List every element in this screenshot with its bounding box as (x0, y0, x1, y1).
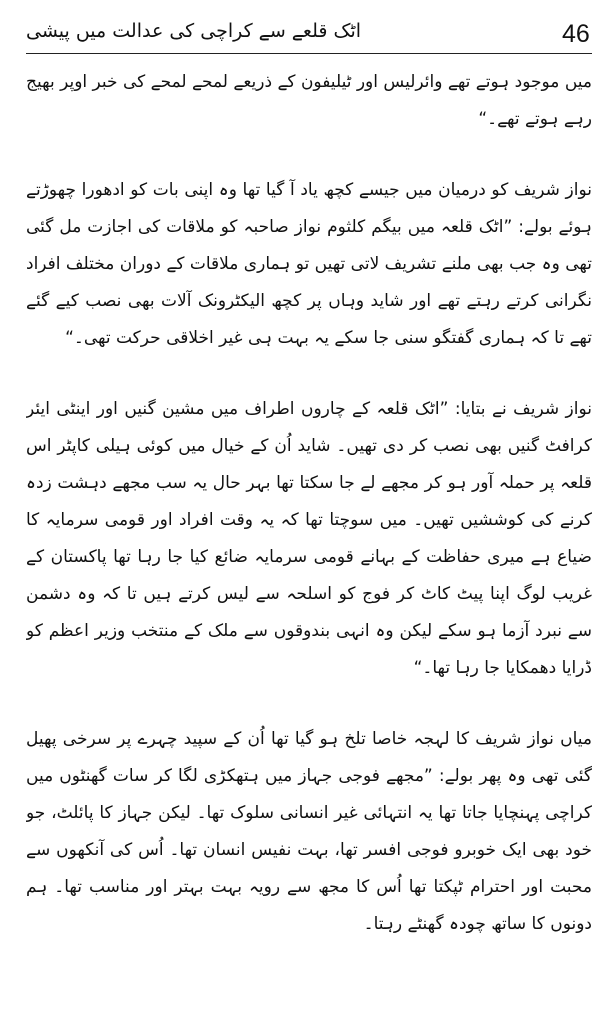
page-header (0, 0, 600, 58)
paragraph: نواز شریف کو درمیان میں جیسے کچھ یاد آ گیا تھا وہ اپنی بات کو ادھورا چھوڑتے ہوئے بولے: ”اٹک قلعہ میں بیگم کلثوم نواز صاحبہ کو ملاقات کی اجازت مل گئی تھی وہ جب بھی ملنے تشریف لاتی تھیں تو ہماری ملاقات کے دوران مختلف افراد نگرانی کرتے رہتے تھے اور شاید وہاں پر کچھ الیکٹرونک آلات بھی نصب کیے گئے تھے تا کہ ہماری گفتگو سنی جا سکے یہ بہت ہی غیر اخلاقی حرکت تھی۔“ (26, 180, 592, 348)
paragraph: نواز شریف نے بتایا: ”اٹک قلعہ کے چاروں اطراف میں مشین گنیں اور اینٹی ایئر کرافٹ گنیں بھی نصب کر دی تھیں۔ شاید اُن کے خیال میں کوئی ہیلی کاپٹر اس قلعہ پر حملہ آور ہو کر مجھے لے جا سکتا تھا بہر حال یہ سب مجھے دہشت زدہ کرنے کی کوششیں تھیں۔ میں سوچتا تھا کہ یہ وقت افراد اور قومی سرمایہ کا ضیاع ہے میری حفاظت کے بہانے قومی سرمایہ ضائع کیا جا رہا تھا پاکستان کے غریب لوگ اپنا پیٹ کاٹ کر فوج کو اسلحہ سے لیس کرتے ہیں تا کہ وہ دشمن سے نبرد آزما ہو سکے لیکن وہ انہی بندوقوں سے ملک کے منتخب وزیر اعظم کو ڈرایا دھمکایا جا رہا تھا۔“ (26, 399, 592, 678)
paragraph-gap (26, 138, 592, 172)
body-text (26, 64, 592, 1032)
paragraph: میں موجود ہوتے تھے وائرلیس اور ٹیلیفون کے ذریعے لمحے لمحے کی خبر اوپر بھیج رہے ہوتے تھے۔“ (26, 72, 592, 129)
header-rule (26, 53, 592, 54)
paragraph-gap (26, 357, 592, 391)
paragraph-gap (26, 687, 592, 721)
paragraph: میاں نواز شریف کا لہجہ خاصا تلخ ہو گیا تھا اُن کے سپید چہرے پر سرخی پھیل گئی تھی وہ پھر بولے: ”مجھے فوجی جہاز میں ہتھکڑی لگا کر سات گھنٹوں میں کراچی پہنچایا جاتا تھا یہ انتہائی غیر انسانی سلوک تھا۔ لیکن جہاز کا پائلٹ، جو خود بھی ایک خوبرو فوجی افسر تھا، بہت نفیس انسان تھا۔ اُس کی آنکھوں سے محبت اور احترام ٹپکتا تھا اُس کا مجھ سے رویہ بہت بہتر اور مناسب تھا۔ ہم دونوں کا ساتھ چودہ گھنٹے رہتا۔ (26, 729, 592, 934)
page-number: 46 (562, 20, 590, 48)
running-head: اٹک قلعے سے کراچی کی عدالت میں پیشی (26, 20, 362, 42)
